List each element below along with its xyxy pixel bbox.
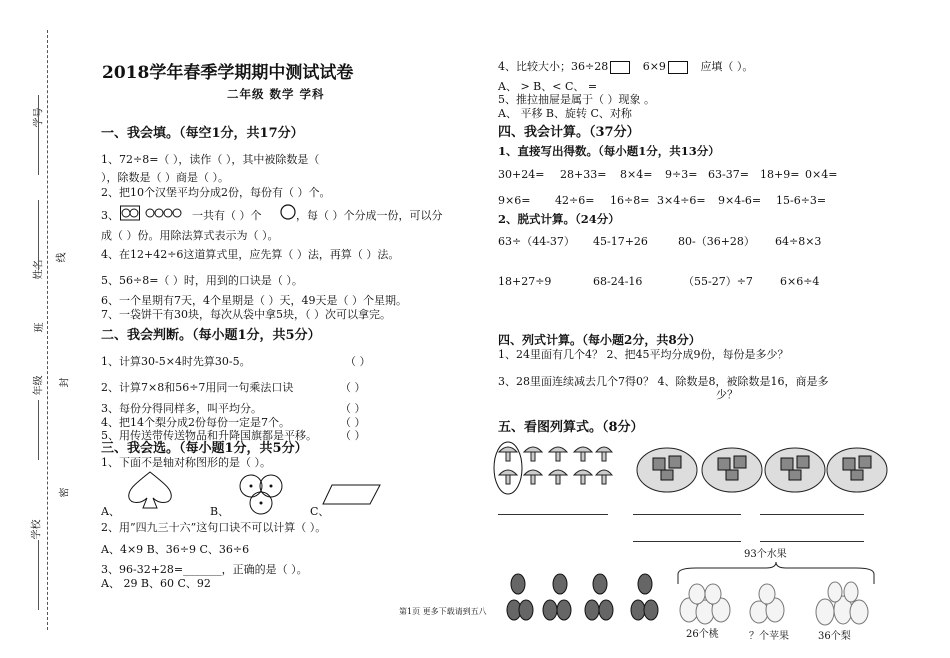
mushrooms-image [494,440,614,496]
calc-cell: 64÷8×3 [775,235,822,248]
school-blank [38,540,39,610]
answer-line[interactable] [633,541,741,542]
s1-q3-prefix: 3、 [101,209,119,222]
total-fruit-label: 93个水果 [744,549,787,560]
s1-q1-line1: 1、72÷8=（ ），读作（ ），其中被除数是（ [101,153,320,166]
seal-feng-char: 封 [59,377,71,388]
section1-heading: 一、我会填。（每空1分，共17分） [101,126,304,141]
s1-q4: 4、在12+42÷6这道算式里，应先算（ ）法，再算（ ）法。 [101,248,400,261]
calc-cell: 63÷（44-37） [498,235,575,248]
s2-q3: 3、每份分得同样多，叫平均分。 [101,402,262,415]
s3-q1-option-a: A、 [101,505,120,518]
calc-cell: 6×6÷4 [780,275,820,288]
calc-cell: （55-27）÷7 [683,275,753,288]
answer-line[interactable] [760,514,864,515]
s3-q2: 2、用”四九三十六”这句口诀不可以计算（ ）。 [101,521,327,534]
name-label: 姓名 [33,259,45,280]
student-id-label: 学号 [33,107,45,128]
page-footer: 第1页 更多下载请到五八 [399,607,487,616]
calc-cell: 3×4÷6= [657,194,706,207]
pear-label: 36个梨 [818,631,851,642]
calc-cell: 45-17+26 [593,235,648,248]
s1-q3-line2: 成（ ）份。用除法算式表示为（ ）。 [101,229,279,242]
student-id-blank [38,95,39,175]
page-title: 2018学年春季学期期中测试试卷 [102,63,354,83]
calc-cell: 80-（36+28） [678,235,755,248]
binding-line [47,30,48,630]
s1-q3-line1a: 一共有（ ）个 [192,209,262,222]
s2-q3-paren: （ ） [340,402,366,415]
s2-q1: 1、计算30-5×4时先算30-5。 [101,355,251,368]
cake-plates-image [635,440,890,496]
grade-blank [38,400,39,460]
peach-label: 26个桃 [686,629,719,640]
s5-q3: 3、28里面连续减去几个7得0？ 4、除数是8，被除数是16，商是多 [498,375,829,388]
answer-line[interactable] [633,514,741,515]
calc-cell: 15-6÷3= [776,194,827,207]
three-circles-shape [237,472,285,516]
r-q4-a: 4、比较大小；36÷28 [498,60,609,73]
calc-cell: 9÷3= [665,168,698,181]
apples-image [508,570,658,626]
s2-q2-paren: （ ） [340,381,366,394]
class-label: 班 [34,322,46,333]
answer-box-1[interactable] [610,61,630,74]
calc-cell: 0×4= [805,168,838,181]
r-q5: 5、推拉抽屉是属于（ ）现象 。 [498,93,655,106]
r-q4-b: 6×9 [642,60,666,73]
calc-cell: 28+33= [560,168,607,181]
s4-sub1: 1、直接写出得数。（每小题1分，共13分） [498,144,720,158]
section6-heading: 五、看图列算式。（8分） [498,420,644,435]
section5-heading: 四、列式计算。（每小题2分，共8分） [498,333,701,347]
answer-line[interactable] [760,541,864,542]
s3-q1-option-b: B、 [210,505,230,518]
calc-cell: 8×4= [620,168,653,181]
s5-q3-cont: 少？ [716,388,738,401]
s1-q2: 2、把10个汉堡平均分成2份，每份有（ ）个。 [101,186,331,199]
calc-cell: 18+9= [760,168,800,181]
parallelogram-shape [322,484,382,506]
answer-line[interactable] [498,514,608,515]
calc-cell: 16÷8= [610,194,650,207]
school-label: 学校 [31,519,43,540]
s2-q4-paren: （ ） [340,416,366,429]
grade-label: 年级 [33,375,45,396]
answer-box-2[interactable] [668,61,688,74]
section4-heading: 四、我会计算。（37分） [498,125,640,140]
calc-cell: 9×4-6= [718,194,762,207]
s4-sub2: 2、脱式计算。（24分） [498,212,620,226]
calc-cell: 18+27÷9 [498,275,552,288]
s3-q1-option-c: C、 [310,505,330,518]
calc-cell: 9×6= [498,194,531,207]
s2-q5-paren: （ ） [340,429,366,442]
s2-q5: 5、用传送带传送物品和升降国旗都是平移。 [101,429,317,442]
fruit-piles-image [677,580,877,626]
r-q5-options: A、 平移 B、旋转 C、对称 [498,107,632,120]
page-subtitle: 二年级 数学 学科 [227,87,325,101]
s1-q1-line2: ），除数是（ ）商是（ ）。 [101,171,229,184]
seal-mi-char: 密 [59,487,71,498]
spade-shape [125,470,175,510]
apple-label: ？个苹果 [749,631,789,642]
s2-q2: 2、计算7×8和56÷7用同一句乘法口诀 [101,381,294,394]
seal-line-char: 线 [56,252,68,263]
s2-q1-paren: （ ） [345,355,371,368]
r-q4-options: A、 > B、< C、 = [498,80,598,93]
s5-q1: 1、24里面有几个4？ 2、把45平均分成9份，每份是多少？ [498,348,789,361]
r-q4 [498,60,753,74]
circle-icon [280,204,296,220]
calc-cell: 68-24-16 [593,275,643,288]
circles-figure [120,205,190,223]
s3-q1: 1、下面不是轴对称图形的是（ ）。 [101,456,271,469]
s3-q3-options: A、 29 B、60 C、92 [101,577,211,590]
r-q4-c: 应填（ ）。 [700,60,754,73]
calc-cell: 63-37= [708,168,749,181]
s1-q5: 5、56÷8=（ ）时，用到的口诀是（ ）。 [101,274,303,287]
name-blank [38,200,39,270]
s1-q7: 7、一袋饼干有30块，每次从袋中拿5块，（ ）次可以拿完。 [101,308,391,321]
s3-q3: 3、96-32+28=_______，正确的是（ ）。 [101,563,308,576]
section3-heading: 三、我会选。（每小题1分，共5分） [101,441,308,456]
calc-cell: 42÷6= [555,194,595,207]
s2-q4: 4、把14个梨分成2份每份一定是7个。 [101,416,290,429]
calc-cell: 30+24= [498,168,545,181]
section2-heading: 二、我会判断。（每小题1分，共5分） [101,328,321,343]
s3-q2-options: A、4×9 B、36÷9 C、36÷6 [101,543,250,556]
s1-q6: 6、一个星期有7天，4个星期是（ ）天，49天是（ ）个星期。 [101,294,407,307]
s1-q3-line1b: ，每（ ）个分成一份，可以分 [296,209,443,222]
